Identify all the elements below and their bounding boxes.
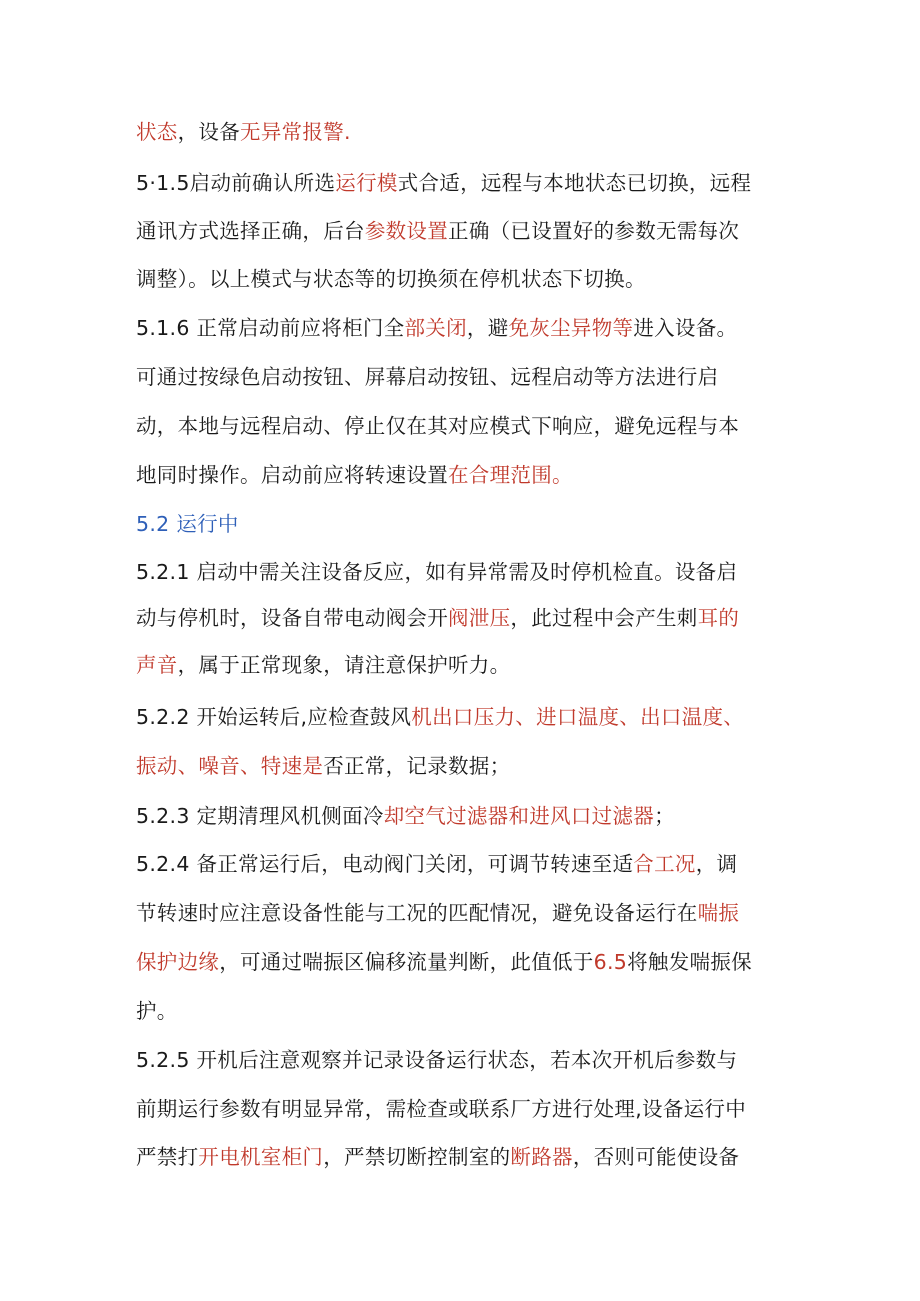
- highlighted-text: 状态: [136, 120, 178, 144]
- text-segment: 将触发喘振保: [627, 950, 752, 974]
- text-line: [136, 603, 739, 633]
- text-segment: 动，本地与远程启动、停止仅在其对应模式下响应，避免远程与本: [136, 414, 740, 438]
- text-line: [136, 216, 739, 246]
- highlighted-text: 合工况: [633, 852, 696, 876]
- text-segment: 5.1.6 正常启动前应将柜门全: [136, 316, 405, 340]
- text-line: [136, 168, 751, 198]
- text-segment: 5.2.5 开机后注意观察并记录设备运行状态，若本次开机后参数与: [136, 1048, 738, 1072]
- text-segment: 严禁打: [136, 1145, 199, 1169]
- text-line: [136, 996, 178, 1026]
- text-segment: 否正常，记录数据；: [323, 754, 511, 778]
- text-segment: ，避: [466, 316, 509, 340]
- highlighted-text: 在合理范围。: [448, 463, 573, 487]
- highlighted-text: 断路器: [510, 1145, 573, 1169]
- text-segment: 动与停机时，设备自带电动阀会开: [136, 606, 448, 630]
- text-line: [136, 313, 737, 343]
- text-segment: 护。: [136, 999, 178, 1023]
- text-line: [136, 801, 675, 831]
- highlighted-text: 机出口压力、进口温度、出口温度、: [411, 705, 745, 729]
- text-segment: 5.2.4 备正常运行后，电动阀门关闭，可调节转速至适: [136, 852, 634, 876]
- text-line: [136, 460, 573, 490]
- text-line: [136, 362, 718, 392]
- highlighted-text: 却空气过滤器和进风口过滤器: [383, 804, 655, 828]
- text-segment: 前期运行参数有明显异常，需检查或联系厂方进行处理,设备运行中: [136, 1097, 747, 1121]
- highlighted-text: 免灰尘异物等: [508, 316, 634, 340]
- text-segment: 节转速时应注意设备性能与工况的匹配情况，避免设备运行在: [136, 901, 698, 925]
- text-line: [136, 751, 510, 781]
- text-segment: 正确（已设置好的参数无需每次: [448, 219, 740, 243]
- text-line: [136, 702, 744, 732]
- text-line: [136, 1045, 737, 1075]
- text-line: [136, 557, 737, 587]
- text-segment: ；: [654, 804, 675, 828]
- text-segment: ，严禁切断控制室的: [323, 1145, 511, 1169]
- text-line: [136, 117, 351, 147]
- text-segment: ，此过程中会产生刺: [510, 606, 698, 630]
- highlighted-text: 保护边缘: [136, 950, 220, 974]
- text-segment: ，可通过喘振区偏移流量判断，此值低于: [219, 950, 594, 974]
- text-segment: 5.2.2 开始运转后,应检查鼓风: [136, 705, 412, 729]
- text-segment: 5.2.3 定期清理风机侧面冷: [136, 804, 384, 828]
- text-line: [136, 849, 737, 879]
- text-line: [136, 898, 739, 928]
- text-segment: 进入设备。: [633, 316, 738, 340]
- highlighted-text: 阀泄压: [448, 606, 511, 630]
- text-segment: 地同时操作。启动前应将转速设置: [136, 463, 448, 487]
- text-line: [136, 1094, 746, 1124]
- highlighted-text: 部关闭: [404, 316, 467, 340]
- text-segment: ，属于正常现象，请注意保护听力。: [177, 653, 511, 677]
- highlighted-text: 耳的: [697, 606, 740, 630]
- text-segment: 可通过按绿色启动按钮、屏幕启动按钮、远程启动等方法进行启: [136, 365, 719, 389]
- highlighted-text: 振动、噪音、特速是: [136, 754, 324, 778]
- heading-text: 5.2 运行中: [136, 512, 239, 536]
- highlighted-text: 开电机室柜门: [198, 1145, 324, 1169]
- text-line: [136, 947, 752, 977]
- text-segment: ，设备: [177, 120, 241, 144]
- text-line: [136, 264, 646, 294]
- text-segment: ，调: [695, 852, 738, 876]
- text-segment: 通讯方式选择正确，后台: [136, 219, 365, 243]
- section-heading: [136, 509, 239, 539]
- highlighted-text: 运行模: [335, 171, 398, 195]
- text-segment: 调整）。以上模式与状态等的切换须在停机状态下切换。: [136, 267, 646, 291]
- text-line: [136, 411, 739, 441]
- highlighted-text: 声音: [136, 653, 178, 677]
- text-segment: 5.2.1 启动中需关注设备反应，如有异常需及时停机检直。设备启: [136, 560, 738, 584]
- text-segment: ，否则可能使设备: [572, 1145, 740, 1169]
- text-line: [136, 650, 510, 680]
- highlighted-text: 6.5: [593, 950, 628, 974]
- highlighted-text: 无异常报警.: [240, 120, 351, 144]
- highlighted-text: 参数设置: [364, 219, 449, 243]
- text-segment: 5·1.5启动前确认所选: [136, 171, 336, 195]
- text-line: [136, 1142, 739, 1172]
- highlighted-text: 喘振: [697, 901, 740, 925]
- text-segment: 式合适，远程与本地状态已切换，远程: [397, 171, 752, 195]
